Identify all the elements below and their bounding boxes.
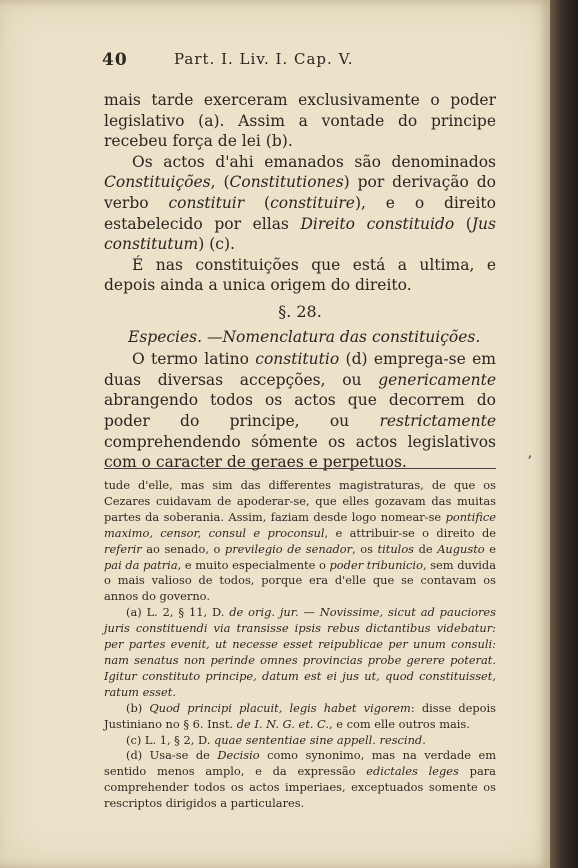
text-run: para comprehender todos os actos imperiaes, exceptuados somente os rescriptos dirigidos a particulares.	[104, 764, 496, 811]
text-run: O termo latino	[132, 350, 256, 369]
text-run: Os actos d'ahi emanados são denominados	[132, 152, 496, 171]
text-run: (c) L. 1, § 2, D.	[126, 732, 214, 747]
book-spine	[550, 0, 578, 868]
text-run: quae sententiae sine appell. rescind.	[213, 732, 426, 747]
paragraph-constitutio	[104, 349, 496, 473]
text-run: Augusto	[437, 541, 485, 556]
footnote-d	[104, 748, 496, 812]
text-run: edictales leges	[366, 764, 459, 779]
text-run: titulos	[377, 541, 415, 556]
text-run: referir	[104, 541, 142, 556]
text-run: : disse depois Justiniano no § 6. Inst.	[104, 700, 496, 731]
text-run: abrangendo todos os actos que decorrem do poder do principe, ou	[104, 391, 496, 430]
text-run: , sem duvida o mais valioso de todos, porque era d'elle que se contavam os annos do governo.	[104, 557, 497, 604]
footnotes	[104, 478, 496, 812]
text-run: , os	[352, 541, 378, 556]
text-run: pontifice maximo, censor, consul e proconsul	[104, 509, 496, 540]
text-run: tude d'elle, mas sim das differentes magistraturas, de que os Cezares cuidavam de apoderar-se, que elles gozavam das muitas partes da soberania. Assim, faziam desde logo nomear-se	[104, 478, 496, 524]
term-constitutio: constitutio	[255, 350, 340, 369]
term-constituire: constituire	[270, 193, 355, 212]
term-genericamente: genericamente	[378, 370, 496, 389]
text-run: (	[244, 193, 271, 212]
text-run: , (	[210, 173, 230, 192]
text-run: (d) emprega-se em duas diversas accepções, ou	[104, 350, 497, 389]
text-run: (d) Usa-se de	[126, 748, 218, 763]
text-run: ao senado, o	[141, 541, 225, 556]
text-run: , e com elle outros mais.	[329, 716, 470, 731]
section-subhead: Especies. —Nomenclatura das constituições.	[128, 327, 481, 346]
text-run: (b)	[126, 700, 150, 715]
text-run: Decisio	[217, 748, 260, 763]
footnote-rule	[104, 468, 496, 469]
term-constituir: constituir	[168, 193, 245, 212]
text-run: de I. N. G. et. C.	[236, 716, 329, 731]
footnote-b	[104, 701, 496, 733]
text-run: previlegio de senador	[224, 541, 353, 556]
text-run: ) (c).	[198, 235, 235, 254]
page-number: 40	[102, 50, 128, 70]
text-run: e	[484, 541, 496, 556]
footnote-c	[104, 733, 496, 749]
text-run: (	[454, 214, 472, 233]
paragraph-constituicoes	[104, 152, 496, 255]
text-run: de	[414, 541, 438, 556]
text-run: poder tribunicio	[329, 557, 423, 572]
text-run: pai da patria	[104, 557, 178, 572]
text-run: Quod principi placuit, legis habet vigorem	[149, 700, 411, 715]
text-run: , e muito especialmente o	[177, 557, 330, 572]
term-constitutiones: Constitutiones	[229, 173, 344, 192]
paragraph-origem: É nas constituições que está a ultima, e depois ainda a unica origem do direito.	[104, 255, 496, 295]
running-title: Part. I. Liv. I. Cap. V.	[174, 50, 354, 68]
term-direito-constituido: Direito constituido	[300, 214, 455, 233]
text-run: — Novissime, sicut ad pauciores juris constituendi via transisse ipsis rebus dictantibus videbatur: per partes evenit, ut necesse esset reipublicae per unum consuli: nam senatus non perinde omnes provincias probe gerere poterat. Igitur constituto principe, datum est ei jus ut, quod constituisset, ratum esset.	[104, 605, 496, 699]
text-run: de orig. jur.	[229, 605, 299, 620]
section-number: §. 28.	[278, 301, 322, 321]
text-run: ), e o direito estabelecido por ellas	[104, 193, 496, 233]
term-constituicoes: Constituições	[104, 173, 211, 192]
term-restrictamente: restrictamente	[379, 411, 496, 430]
text-run: comprehendendo sómente os actos legislativos com o caracter de geraes e perpetuos.	[104, 432, 496, 472]
text-run: ) por derivação do verbo	[104, 173, 496, 212]
main-text	[104, 90, 496, 473]
term-jus-constitutum: Jus constitutum	[104, 214, 496, 254]
margin-mark: ʼ	[527, 454, 532, 470]
footnote-a	[104, 605, 496, 700]
paragraph-continuation: mais tarde exerceram exclusivamente o poder legislativo (a). Assim a vontade do principe recebeu força de lei (b).	[104, 91, 496, 151]
footnote-continuation	[104, 478, 496, 605]
text-run: como synonimo, mas na verdade em sentido menos amplo, e da expressão	[104, 748, 497, 779]
text-run: (a) L. 2, § 11, D.	[126, 605, 230, 620]
text-run: , e attribuir-se o direito de	[324, 525, 496, 540]
